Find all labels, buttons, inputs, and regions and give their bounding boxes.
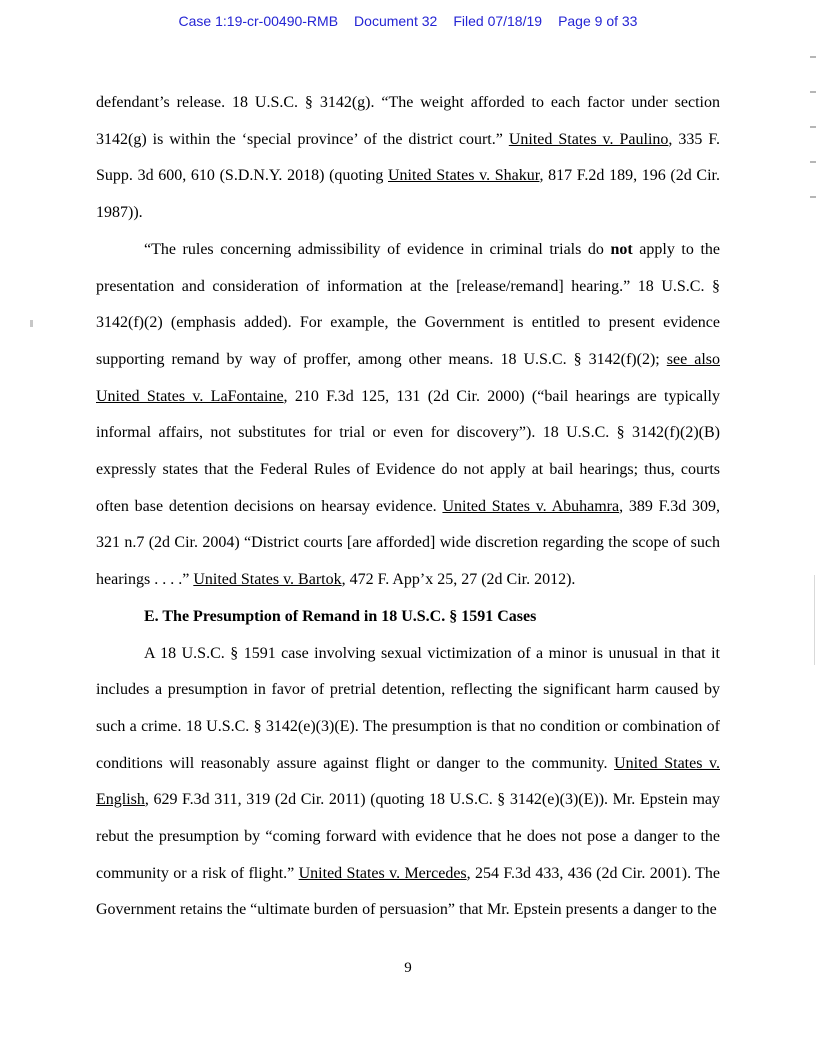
case-citation: United States v. LaFontaine [96,387,284,405]
stamp-document-number: Document 32 [354,13,438,29]
scan-artifact [810,161,816,163]
scan-artifact [810,196,816,198]
document-body [96,85,720,929]
section-heading: E. The Presumption of Remand in 18 U.S.C. § 1591 Cases [144,607,537,625]
text-run: , 389 F.3d 309, 321 n.7 (2d Cir. 2004) “District courts [are afforded] wide discretion regarding the scope of such hearings . . . .” [96,497,721,589]
text-run: , 472 F. App’x 25, 27 (2d Cir. 2012). [341,571,576,589]
court-filing-stamp [0,13,816,29]
paragraph [96,85,720,232]
text-run: apply to the presentation and consideration of information at the [release/remand] hearing.” 18 U.S.C. § 3142(f)(2) (emphasis added). For example, the Government is entitled to present evidence supporting remand by way of proffer, among other means. 18 U.S.C. § 3142(f)(2); [96,240,720,368]
scan-artifact [810,91,816,93]
text-run: , 817 F.2d 189, 196 (2d Cir. 1987)). [96,167,720,222]
text-run: A 18 U.S.C. § 1591 case involving sexual victimization of a minor is unusual in that it includes a presumption in favor of pretrial detention, reflecting the significant harm caused by such a crime. 18 U.S.C. § 3142(e)(3)(E). The presumption is that no condition or combination of conditions will reasonably assure against flight or danger to the community. [96,644,720,772]
text-run: “The rules concerning admissibility of evidence in criminal trials do [144,240,611,258]
scan-artifact [814,575,815,665]
emphasis-text: not [610,240,633,258]
stamp-filed-date: Filed 07/18/19 [453,13,543,29]
text-run: , 254 F.3d 433, 436 (2d Cir. 2001). The Government retains the “ultimate burden of persuasion” that Mr. Epstein presents a danger to the [96,864,721,919]
case-citation: United States v. Paulino [508,130,669,148]
scan-artifact [810,56,816,58]
stamp-case-number: Case 1:19-cr-00490-RMB [178,13,339,29]
case-citation: United States v. Abuhamra [442,497,620,515]
paragraph [96,232,720,599]
case-citation: United States v. Mercedes [298,864,467,882]
text-run: , 210 F.3d 125, 131 (2d Cir. 2000) (“bail hearings are typically informal affairs, not substitutes for trial or even for discovery”). 18 U.S.C. § 3142(f)(2)(B) expressly states that the Federal Rules of Evidence do not apply at bail hearings; thus, courts often base detention decisions on hearsay evidence. [96,387,720,515]
paragraph [96,636,720,930]
stamp-page-count: Page 9 of 33 [558,13,638,29]
case-citation: United States v. Bartok [193,571,342,589]
scan-artifact [810,126,816,128]
text-run: , 335 F. Supp. 3d 600, 610 (S.D.N.Y. 2018) (quoting [96,130,721,185]
case-citation: United States v. English [96,754,720,809]
text-run: defendant’s release. 18 U.S.C. § 3142(g). “The weight afforded to each factor under section 3142(g) is within the ‘special province’ of the district court.” [96,94,720,148]
text-run: , 629 F.3d 311, 319 (2d Cir. 2011) (quoting 18 U.S.C. § 3142(e)(3)(E)). Mr. Epstein may rebut the presumption by “coming forward with evidence that he does not pose a danger to the community or a risk of flight.” [96,791,720,882]
scan-artifact [30,320,33,327]
signal-citation: see also [666,350,720,368]
case-citation: United States v. Shakur [388,167,540,185]
page-number: 9 [404,960,412,976]
